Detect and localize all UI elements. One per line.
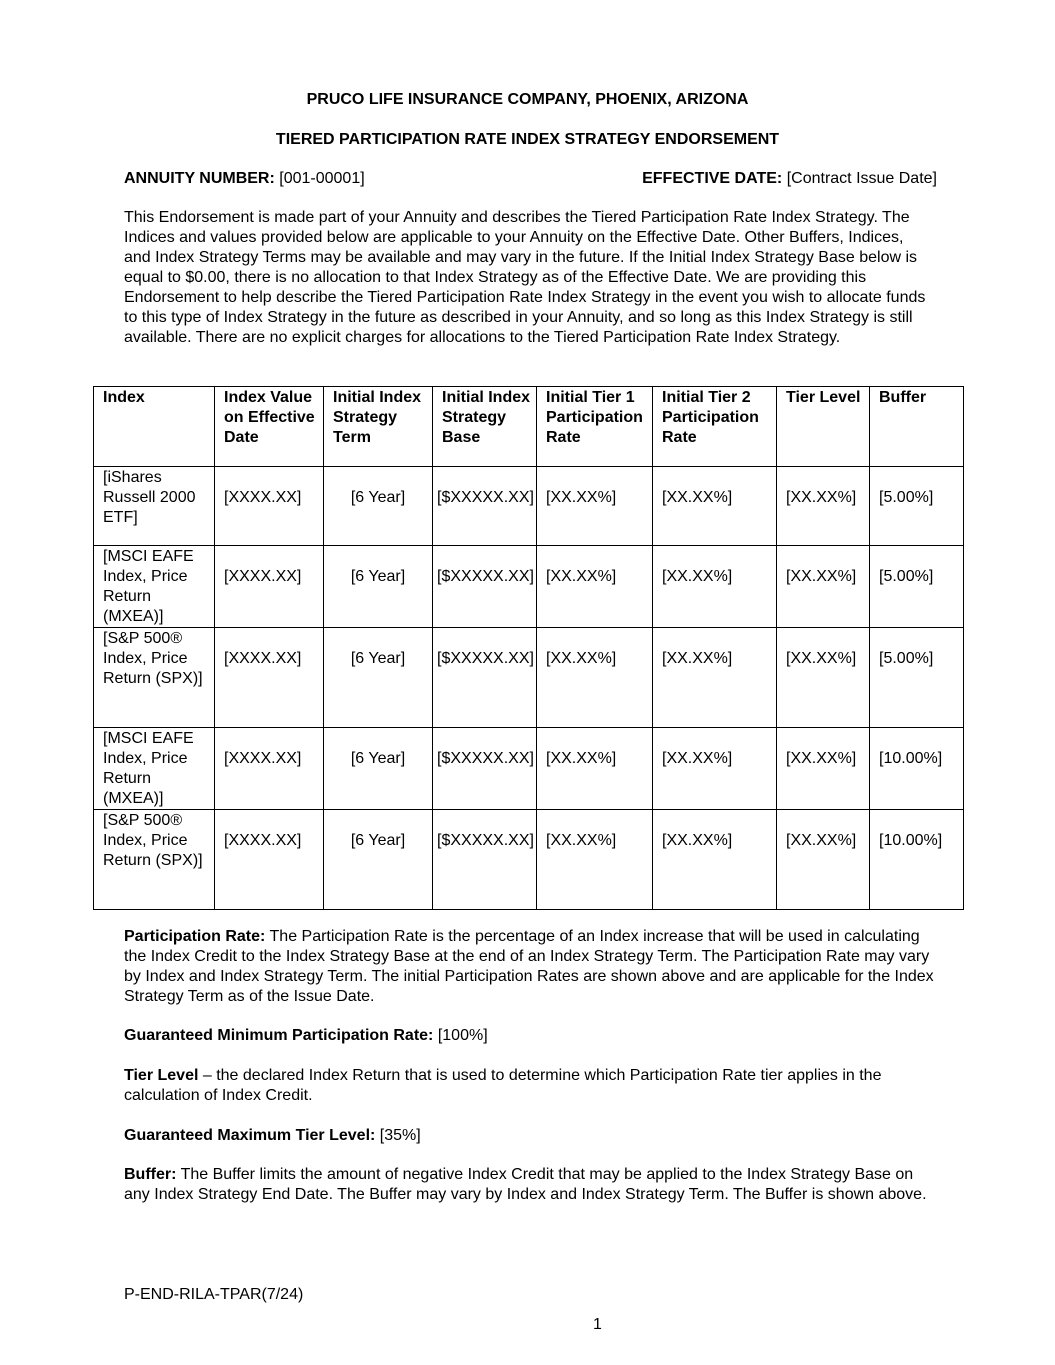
participation-rate-label: Participation Rate: (124, 928, 266, 945)
cell-buffer: [5.00%] (870, 467, 964, 546)
annuity-number-value: [001-00001] (279, 170, 365, 187)
cell-tier-level: [XX.XX%] (777, 628, 870, 728)
participation-rate-definition (124, 927, 934, 1007)
cell-base: [$XXXXX.XX] (433, 810, 537, 910)
cell-term: [6 Year] (324, 628, 433, 728)
cell-tier2: [XX.XX%] (653, 628, 777, 728)
cell-term: [6 Year] (324, 467, 433, 546)
intro-paragraph: This Endorsement is made part of your Annuity and describes the Tiered Participation Rate Index Strategy. The Indices and values provided below are applicable to your Annuity on the Effective Date. Other Buffers, Indices, and Index Strategy Terms may be available and may vary in the future. If the Initial Index Strategy Base below is equal to $0.00, there is no allocation to that Index Strategy as of the Effective Date. We are providing this Endorsement to help describe the Tiered Participation Rate Index Strategy in the event you wish to allocate funds to this type of Index Strategy in the future as described in your Annuity, and so long as this Index Strategy is still available. There are no explicit charges for allocations to the Tiered Participation Rate Index Strategy. (124, 209, 926, 346)
annuity-number-label: ANNUITY NUMBER: (124, 170, 275, 187)
annuity-number (124, 169, 365, 189)
gmin-label: Guaranteed Minimum Participation Rate: (124, 1027, 434, 1044)
table-row (94, 546, 964, 628)
cell-buffer: [10.00%] (870, 810, 964, 910)
cell-tier2: [XX.XX%] (653, 810, 777, 910)
cell-value: [XXXX.XX] (215, 628, 324, 728)
company-title: PRUCO LIFE INSURANCE COMPANY, PHOENIX, ARIZONA (306, 91, 749, 108)
cell-index: [S&P 500® Index, Price Return (SPX)] (94, 628, 215, 728)
cell-index: [iShares Russell 2000 ETF] (94, 467, 215, 546)
buffer-definition (124, 1165, 934, 1205)
cell-tier-level: [XX.XX%] (777, 467, 870, 546)
cell-base: [$XXXXX.XX] (433, 628, 537, 728)
header-tier2-rate: Initial Tier 2 Participation Rate (653, 387, 777, 467)
effective-date-value: [Contract Issue Date] (786, 170, 937, 187)
header-tier1-rate: Initial Tier 1 Participation Rate (537, 387, 653, 467)
form-number: P-END-RILA-TPAR(7/24) (124, 1286, 304, 1303)
cell-tier-level: [XX.XX%] (777, 810, 870, 910)
effective-date-label: EFFECTIVE DATE: (642, 170, 783, 187)
cell-tier2: [XX.XX%] (653, 546, 777, 628)
tier-level-definition (124, 1066, 934, 1106)
cell-value: [XXXX.XX] (215, 546, 324, 628)
page-number: 1 (593, 1316, 602, 1333)
table-row (94, 467, 964, 546)
tier-level-text: – the declared Index Return that is used to determine which Participation Rate tier applies in the calculation of Index Credit. (124, 1067, 882, 1104)
cell-value: [XXXX.XX] (215, 467, 324, 546)
cell-buffer: [5.00%] (870, 546, 964, 628)
buffer-text: The Buffer limits the amount of negative Index Credit that may be applied to the Index Strategy Base on any Index Strategy End Date. The Buffer may vary by Index and Index Strategy Term. The Buffer is shown above. (124, 1166, 927, 1203)
cell-tier2: [XX.XX%] (653, 728, 777, 810)
header-strategy-base: Initial Index Strategy Base (433, 387, 537, 467)
cell-index: [MSCI EAFE Index, Price Return (MXEA)] (94, 546, 215, 628)
cell-term: [6 Year] (324, 728, 433, 810)
cell-value: [XXXX.XX] (215, 810, 324, 910)
endorsement-title: TIERED PARTICIPATION RATE INDEX STRATEGY ENDORSEMENT (275, 131, 780, 148)
tier-level-label: Tier Level (124, 1067, 199, 1084)
gmax-label: Guaranteed Maximum Tier Level: (124, 1127, 376, 1144)
table-row (94, 728, 964, 810)
cell-tier1: [XX.XX%] (537, 546, 653, 628)
cell-base: [$XXXXX.XX] (433, 467, 537, 546)
cell-buffer: [5.00%] (870, 628, 964, 728)
cell-tier1: [XX.XX%] (537, 467, 653, 546)
cell-index: [MSCI EAFE Index, Price Return (MXEA)] (94, 728, 215, 810)
cell-tier1: [XX.XX%] (537, 628, 653, 728)
table-row (94, 810, 964, 910)
cell-base: [$XXXXX.XX] (433, 546, 537, 628)
header-tier-level: Tier Level (777, 387, 870, 467)
cell-tier-level: [XX.XX%] (777, 546, 870, 628)
cell-tier-level: [XX.XX%] (777, 728, 870, 810)
table-row (94, 628, 964, 728)
gmin-value: [100%] (433, 1027, 488, 1044)
guaranteed-minimum-participation (124, 1026, 934, 1046)
gmax-value: [35%] (375, 1127, 421, 1144)
cell-buffer: [10.00%] (870, 728, 964, 810)
cell-term: [6 Year] (324, 546, 433, 628)
cell-index: [S&P 500® Index, Price Return (SPX)] (94, 810, 215, 910)
table-header-row (94, 387, 964, 467)
cell-term: [6 Year] (324, 810, 433, 910)
strategy-table (93, 386, 964, 910)
effective-date (642, 169, 937, 189)
participation-rate-text: The Participation Rate is the percentage of an Index increase that will be used in calculating the Index Credit to the Index Strategy Base at the end of an Index Strategy Term. The Participation Rate may vary by Index and Index Strategy Term. The initial Participation Rates are shown above and are applicable for the Index Strategy Term as of the Issue Date. (124, 928, 934, 1005)
header-buffer: Buffer (870, 387, 964, 467)
header-index-value: Index Value on Effective Date (215, 387, 324, 467)
cell-tier1: [XX.XX%] (537, 810, 653, 910)
cell-tier1: [XX.XX%] (537, 728, 653, 810)
cell-base: [$XXXXX.XX] (433, 728, 537, 810)
buffer-label: Buffer: (124, 1166, 177, 1183)
cell-tier2: [XX.XX%] (653, 467, 777, 546)
guaranteed-maximum-tier-level (124, 1126, 934, 1146)
header-strategy-term: Initial Index Strategy Term (324, 387, 433, 467)
header-index: Index (94, 387, 215, 467)
cell-value: [XXXX.XX] (215, 728, 324, 810)
